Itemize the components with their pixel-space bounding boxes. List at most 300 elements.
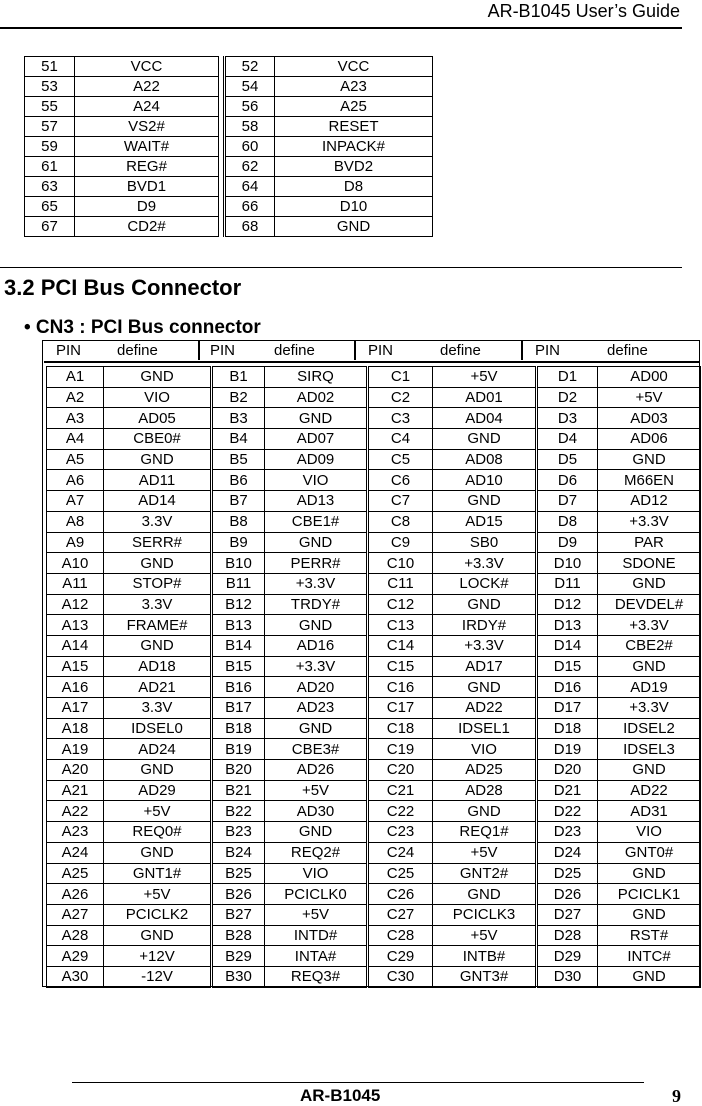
define-cell: GND <box>265 718 368 739</box>
pin-cell: C11 <box>368 573 433 594</box>
table-row <box>25 57 433 77</box>
define-cell: VIO <box>598 822 701 843</box>
pin-cell: B14 <box>212 635 265 656</box>
pin-cell: A24 <box>47 842 104 863</box>
pin-cell: A8 <box>47 511 104 532</box>
connector-label: • CN3 : PCI Bus connector <box>24 317 261 338</box>
pin-cell: A19 <box>47 739 104 760</box>
pin-cell: B22 <box>212 801 265 822</box>
pin-cell: D10 <box>537 553 598 574</box>
pin-cell: D15 <box>537 656 598 677</box>
signal-name-cell: A22 <box>75 77 219 97</box>
define-cell: GND <box>598 863 701 884</box>
header-pin-b: PIN <box>210 342 236 359</box>
pin-cell: A17 <box>47 698 104 719</box>
table-row <box>47 635 701 656</box>
pin-cell: A10 <box>47 553 104 574</box>
signal-name-cell: RESET <box>275 117 433 137</box>
define-cell: AD22 <box>433 698 537 719</box>
pin-cell: B18 <box>212 718 265 739</box>
pin-cell: D12 <box>537 594 598 615</box>
define-cell: +3.3V <box>598 698 701 719</box>
define-cell: GND <box>598 656 701 677</box>
pin-number-cell: 65 <box>25 197 75 217</box>
pin-cell: C23 <box>368 822 433 843</box>
define-cell: +3.3V <box>598 615 701 636</box>
pin-number-cell: 59 <box>25 137 75 157</box>
section-heading: 3.2 PCI Bus Connector <box>4 275 242 300</box>
pin-number-cell: 63 <box>25 177 75 197</box>
table-row <box>47 573 701 594</box>
define-cell: +5V <box>104 801 212 822</box>
signal-name-cell: A23 <box>275 77 433 97</box>
define-cell: INTB# <box>433 946 537 967</box>
pin-cell: C30 <box>368 966 433 987</box>
pin-cell: C12 <box>368 594 433 615</box>
pin-cell: D25 <box>537 863 598 884</box>
define-cell: AD29 <box>104 780 212 801</box>
pin-cell: B2 <box>212 387 265 408</box>
pin-cell: A28 <box>47 925 104 946</box>
signal-name-cell: D8 <box>275 177 433 197</box>
define-cell: CBE2# <box>598 635 701 656</box>
define-cell: -12V <box>104 966 212 987</box>
table-row <box>47 367 701 388</box>
table-row <box>25 137 433 157</box>
define-cell: AD28 <box>433 780 537 801</box>
define-cell: REQ3# <box>265 966 368 987</box>
pin-cell: C29 <box>368 946 433 967</box>
pin-cell: B4 <box>212 429 265 450</box>
pin-cell: B1 <box>212 367 265 388</box>
define-cell: IDSEL3 <box>598 739 701 760</box>
define-cell: GND <box>433 884 537 905</box>
define-cell: INTD# <box>265 925 368 946</box>
table-row <box>47 822 701 843</box>
table-row <box>47 491 701 512</box>
define-cell: AD06 <box>598 429 701 450</box>
pin-number-cell: 55 <box>25 97 75 117</box>
pin-cell: A21 <box>47 780 104 801</box>
pin-cell: D26 <box>537 884 598 905</box>
pin-number-cell: 60 <box>225 137 275 157</box>
pin-cell: D28 <box>537 925 598 946</box>
pin-cell: D16 <box>537 677 598 698</box>
signal-name-cell: GND <box>275 217 433 237</box>
pci-table-header <box>44 341 699 363</box>
table-row <box>47 594 701 615</box>
pin-cell: C18 <box>368 718 433 739</box>
pin-cell: A16 <box>47 677 104 698</box>
pin-cell: A15 <box>47 656 104 677</box>
define-cell: AD25 <box>433 760 537 781</box>
define-cell: GND <box>104 925 212 946</box>
table-row <box>47 842 701 863</box>
define-cell: +3.3V <box>433 635 537 656</box>
pin-cell: B30 <box>212 966 265 987</box>
table-row <box>47 698 701 719</box>
signal-name-cell: A24 <box>75 97 219 117</box>
pin-cell: A2 <box>47 387 104 408</box>
define-cell: TRDY# <box>265 594 368 615</box>
pin-cell: C25 <box>368 863 433 884</box>
pin-cell: A20 <box>47 760 104 781</box>
signal-name-cell: CD2# <box>75 217 219 237</box>
pin-cell: C5 <box>368 449 433 470</box>
header-define-a: define <box>117 342 158 359</box>
define-cell: AD31 <box>598 801 701 822</box>
table-row <box>47 656 701 677</box>
table-row <box>47 470 701 491</box>
pin-cell: B5 <box>212 449 265 470</box>
pin-cell: D19 <box>537 739 598 760</box>
define-cell: AD02 <box>265 387 368 408</box>
pin-cell: D27 <box>537 904 598 925</box>
define-cell: GND <box>265 532 368 553</box>
define-cell: GND <box>598 904 701 925</box>
define-cell: AD19 <box>598 677 701 698</box>
define-cell: +3.3V <box>265 656 368 677</box>
define-cell: AD17 <box>433 656 537 677</box>
define-cell: +5V <box>265 780 368 801</box>
pin-cell: B21 <box>212 780 265 801</box>
define-cell: AD30 <box>265 801 368 822</box>
pin-cell: C9 <box>368 532 433 553</box>
pin-cell: B26 <box>212 884 265 905</box>
pin-cell: D14 <box>537 635 598 656</box>
define-cell: +5V <box>433 367 537 388</box>
pin-cell: B29 <box>212 946 265 967</box>
table-row <box>47 553 701 574</box>
table-row <box>47 677 701 698</box>
pin-cell: A12 <box>47 594 104 615</box>
header-pin-a: PIN <box>56 342 82 359</box>
define-cell: GNT1# <box>104 863 212 884</box>
define-cell: INTA# <box>265 946 368 967</box>
pin-cell: D20 <box>537 760 598 781</box>
define-cell: IDSEL0 <box>104 718 212 739</box>
pin-cell: D6 <box>537 470 598 491</box>
define-cell: AD26 <box>265 760 368 781</box>
define-cell: +5V <box>104 884 212 905</box>
define-cell: AD20 <box>265 677 368 698</box>
define-cell: +5V <box>265 904 368 925</box>
pin-cell: B24 <box>212 842 265 863</box>
signal-name-cell: REG# <box>75 157 219 177</box>
signal-name-cell: BVD2 <box>275 157 433 177</box>
pin-cell: A3 <box>47 408 104 429</box>
pin-cell: A14 <box>47 635 104 656</box>
page-number: 9 <box>672 1086 681 1106</box>
pin-cell: B11 <box>212 573 265 594</box>
header-define-c: define <box>440 342 481 359</box>
define-cell: VIO <box>265 470 368 491</box>
table-row <box>25 177 433 197</box>
pin-number-cell: 53 <box>25 77 75 97</box>
pin-cell: B15 <box>212 656 265 677</box>
table-row <box>47 801 701 822</box>
pin-cell: D29 <box>537 946 598 967</box>
define-cell: GND <box>265 822 368 843</box>
pin-cell: B3 <box>212 408 265 429</box>
table-row <box>47 511 701 532</box>
pci-pin-table <box>46 366 701 988</box>
pin-cell: C3 <box>368 408 433 429</box>
define-cell: AD09 <box>265 449 368 470</box>
pin-number-cell: 66 <box>225 197 275 217</box>
pin-cell: C16 <box>368 677 433 698</box>
define-cell: PCICLK0 <box>265 884 368 905</box>
define-cell: AD07 <box>265 429 368 450</box>
pin-cell: D5 <box>537 449 598 470</box>
define-cell: REQ0# <box>104 822 212 843</box>
pin-cell: C17 <box>368 698 433 719</box>
pin-cell: D17 <box>537 698 598 719</box>
pin-cell: A30 <box>47 966 104 987</box>
define-cell: AD13 <box>265 491 368 512</box>
define-cell: GNT0# <box>598 842 701 863</box>
define-cell: PCICLK1 <box>598 884 701 905</box>
pin-number-cell: 67 <box>25 217 75 237</box>
define-cell: CBE0# <box>104 429 212 450</box>
define-cell: GND <box>104 842 212 863</box>
define-cell: AD22 <box>598 780 701 801</box>
table-row <box>25 77 433 97</box>
pin-cell: C8 <box>368 511 433 532</box>
pin-cell: D3 <box>537 408 598 429</box>
pin-cell: D9 <box>537 532 598 553</box>
define-cell: +12V <box>104 946 212 967</box>
define-cell: INTC# <box>598 946 701 967</box>
pin-cell: B27 <box>212 904 265 925</box>
pin-cell: A5 <box>47 449 104 470</box>
header-define-d: define <box>607 342 648 359</box>
define-cell: AD08 <box>433 449 537 470</box>
define-cell: +5V <box>433 842 537 863</box>
define-cell: GND <box>104 553 212 574</box>
pin-number-cell: 62 <box>225 157 275 177</box>
pin-cell: A22 <box>47 801 104 822</box>
define-cell: GND <box>104 635 212 656</box>
define-cell: AD21 <box>104 677 212 698</box>
pin-cell: A6 <box>47 470 104 491</box>
signal-name-cell: VCC <box>275 57 433 77</box>
table-row <box>47 760 701 781</box>
pin-cell: A25 <box>47 863 104 884</box>
pin-cell: D13 <box>537 615 598 636</box>
pin-cell: C6 <box>368 470 433 491</box>
define-cell: DEVDEL# <box>598 594 701 615</box>
pin-number-cell: 51 <box>25 57 75 77</box>
define-cell: REQ1# <box>433 822 537 843</box>
pin-cell: C21 <box>368 780 433 801</box>
header-divider-a <box>198 341 200 360</box>
define-cell: RST# <box>598 925 701 946</box>
define-cell: GND <box>598 966 701 987</box>
header-divider <box>0 27 682 29</box>
define-cell: 3.3V <box>104 594 212 615</box>
pin-cell: D30 <box>537 966 598 987</box>
define-cell: GND <box>598 573 701 594</box>
footer-title: AR-B1045 <box>300 1086 381 1105</box>
signal-name-cell: A25 <box>275 97 433 117</box>
table-row <box>25 217 433 237</box>
define-cell: VIO <box>104 387 212 408</box>
pin-cell: D11 <box>537 573 598 594</box>
define-cell: GNT3# <box>433 966 537 987</box>
define-cell: GND <box>104 449 212 470</box>
table-row <box>47 429 701 450</box>
table-row <box>47 863 701 884</box>
define-cell: 3.3V <box>104 698 212 719</box>
define-cell: GND <box>598 760 701 781</box>
pin-cell: C4 <box>368 429 433 450</box>
define-cell: AD03 <box>598 408 701 429</box>
define-cell: FRAME# <box>104 615 212 636</box>
define-cell: IDSEL2 <box>598 718 701 739</box>
table-row <box>47 718 701 739</box>
define-cell: CBE3# <box>265 739 368 760</box>
define-cell: STOP# <box>104 573 212 594</box>
table-row <box>25 97 433 117</box>
pin-cell: D22 <box>537 801 598 822</box>
pin-cell: B9 <box>212 532 265 553</box>
define-cell: PCICLK3 <box>433 904 537 925</box>
pin-cell: B10 <box>212 553 265 574</box>
define-cell: GND <box>433 429 537 450</box>
pin-cell: A26 <box>47 884 104 905</box>
table-row <box>47 532 701 553</box>
define-cell: AD14 <box>104 491 212 512</box>
pin-number-cell: 58 <box>225 117 275 137</box>
define-cell: AD11 <box>104 470 212 491</box>
pin-number-cell: 54 <box>225 77 275 97</box>
define-cell: VIO <box>433 739 537 760</box>
pin-cell: D23 <box>537 822 598 843</box>
define-cell: SB0 <box>433 532 537 553</box>
signal-name-cell: VS2# <box>75 117 219 137</box>
header-divider-c <box>521 341 523 360</box>
define-cell: GND <box>433 491 537 512</box>
pin-cell: A23 <box>47 822 104 843</box>
define-cell: +3.3V <box>265 573 368 594</box>
pin-cell: B17 <box>212 698 265 719</box>
page-header-title: AR-B1045 User’s Guide <box>487 1 680 21</box>
pin-cell: B7 <box>212 491 265 512</box>
define-cell: SDONE <box>598 553 701 574</box>
define-cell: AD23 <box>265 698 368 719</box>
table-row <box>47 387 701 408</box>
pin-cell: B8 <box>212 511 265 532</box>
define-cell: CBE1# <box>265 511 368 532</box>
pin-cell: C7 <box>368 491 433 512</box>
pin-cell: B19 <box>212 739 265 760</box>
define-cell: AD15 <box>433 511 537 532</box>
pin-cell: A27 <box>47 904 104 925</box>
define-cell: GNT2# <box>433 863 537 884</box>
table-row <box>47 449 701 470</box>
table-row <box>47 739 701 760</box>
pin-table-top <box>24 56 433 237</box>
define-cell: LOCK# <box>433 573 537 594</box>
define-cell: AD01 <box>433 387 537 408</box>
pin-cell: C13 <box>368 615 433 636</box>
pin-cell: D18 <box>537 718 598 739</box>
define-cell: +3.3V <box>433 553 537 574</box>
define-cell: GND <box>433 594 537 615</box>
pin-cell: A13 <box>47 615 104 636</box>
define-cell: GND <box>433 801 537 822</box>
pin-number-cell: 57 <box>25 117 75 137</box>
pin-cell: D4 <box>537 429 598 450</box>
table-row <box>47 946 701 967</box>
pin-cell: A11 <box>47 573 104 594</box>
pin-cell: C22 <box>368 801 433 822</box>
define-cell: IDSEL1 <box>433 718 537 739</box>
table-row <box>25 117 433 137</box>
pin-cell: B16 <box>212 677 265 698</box>
define-cell: IRDY# <box>433 615 537 636</box>
define-cell: GND <box>104 367 212 388</box>
pin-cell: A4 <box>47 429 104 450</box>
define-cell: PAR <box>598 532 701 553</box>
define-cell: VIO <box>265 863 368 884</box>
pin-cell: B23 <box>212 822 265 843</box>
footer-divider <box>72 1082 644 1083</box>
define-cell: AD18 <box>104 656 212 677</box>
pin-cell: C27 <box>368 904 433 925</box>
define-cell: AD12 <box>598 491 701 512</box>
pin-cell: C28 <box>368 925 433 946</box>
pin-cell: D1 <box>537 367 598 388</box>
table-row <box>25 197 433 217</box>
header-pin-c: PIN <box>368 342 394 359</box>
pin-cell: D7 <box>537 491 598 512</box>
define-cell: AD24 <box>104 739 212 760</box>
header-pin-d: PIN <box>535 342 561 359</box>
pin-number-cell: 52 <box>225 57 275 77</box>
define-cell: GND <box>598 449 701 470</box>
signal-name-cell: INPACK# <box>275 137 433 157</box>
define-cell: M66EN <box>598 470 701 491</box>
pin-cell: C14 <box>368 635 433 656</box>
define-cell: AD16 <box>265 635 368 656</box>
table-row <box>47 966 701 987</box>
pin-cell: A9 <box>47 532 104 553</box>
header-divider-b <box>354 341 356 360</box>
pin-cell: C24 <box>368 842 433 863</box>
signal-name-cell: D10 <box>275 197 433 217</box>
pin-cell: D2 <box>537 387 598 408</box>
define-cell: +3.3V <box>598 511 701 532</box>
pin-cell: C19 <box>368 739 433 760</box>
table-row <box>47 904 701 925</box>
define-cell: AD00 <box>598 367 701 388</box>
define-cell: PCICLK2 <box>104 904 212 925</box>
pin-cell: A18 <box>47 718 104 739</box>
header-define-b: define <box>274 342 315 359</box>
define-cell: +5V <box>598 387 701 408</box>
pin-number-cell: 61 <box>25 157 75 177</box>
pin-number-cell: 64 <box>225 177 275 197</box>
pin-cell: C10 <box>368 553 433 574</box>
signal-name-cell: VCC <box>75 57 219 77</box>
define-cell: GND <box>104 760 212 781</box>
define-cell: AD05 <box>104 408 212 429</box>
section-divider <box>0 267 682 268</box>
pin-cell: A1 <box>47 367 104 388</box>
define-cell: GND <box>265 408 368 429</box>
